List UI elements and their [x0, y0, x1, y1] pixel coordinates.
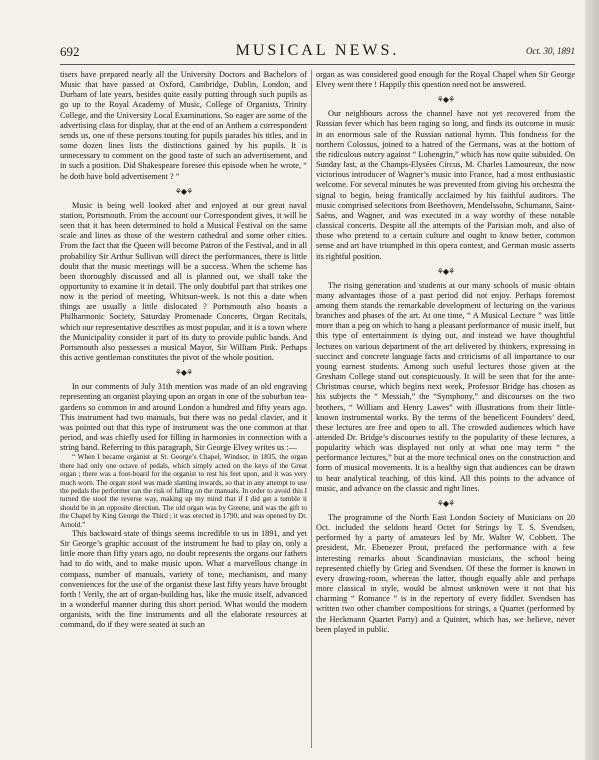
quoted-letter: “ When I became organist at St. George’s Chapel, Windsor, in 1835, the organ there had only one octave of pedals, which simply acted on the keys of the Great organ ; there was a foot-board for the organist to rest his feet upon, and it was very much worn. The organ stool was made slanting inwards, so that in any attempt to use the pedals the performer ran the risk of falling on the manuals. In order to avoid this I turned the stool the reverse way, making up my mind that if I did get a tumble it should be in an opposite direction. The old organ was by Greene, and was the gift to the Chapel by King George the Third ; it was erected in 1790, and was opened by Dr. Arnold.”: [60, 453, 307, 529]
page-binding-edge: [585, 0, 599, 760]
section-ornament: ⚘◆⚘: [436, 95, 455, 105]
header-rule: [60, 64, 575, 65]
article-paragraph: tisers have prepared nearly all the University Doctors and Bachelors of Music that have passed at Oxford, Cambridge, Dublin, London, and Durham of late years, besides quite easily putting through such pupils as go up to the Royal Academy of Music, College of Organists, Trinity College, and the University Local Examinations. So eager are some of the advertising class for display, that at the end of an Anthem a correspondent sends us, one of these persons touting for pupils parades his titles, and in some dozen lines lists the distinctions gained by his pupils. It is unnecessary to comment on the good taste of such an advertisement, and in such a position. Did Shakespeare foresee this episode when he wrote, “ he doth have bold advertisement ? ”: [60, 70, 307, 181]
article-paragraph: This backward state of things seems incredible to us in 1891, and yet Sir George’s graphic account of the instrument he had to play on, only a little more than fifty years ago, no doubt represents the organs our fathers had to do with, and to make music upon. What a marvellous change in compass, number of manuals, variety of tone, mechanism, and many conveniences for the use of the organist these last fifty years have brought forth ! Verily, the art of organ-building has, like the music itself, advanced in a wonderful manner during this short period. What would the modern organists, with the fine instruments and all the elaborate resources at command, do if they were seated at such an: [60, 528, 307, 630]
masthead-title: MUSICAL NEWS.: [235, 42, 400, 59]
issue-date: Oct. 30, 1891: [526, 46, 575, 56]
section-ornament: ⚘◆⚘: [174, 368, 193, 378]
article-paragraph: The programme of the North East London Society of Musicians on 20 Oct. included the seldom heard Octet for Strings by T. S. Svendsen, performed by a party of amateurs led by Mr. Walter W. Cobbett. The president, Mr. Ebenezer Prout, prefaced the performance with a few interesting remarks about Scandinavian musicians, the school being represented chiefly by Grieg and Svendsen. Of these the former is known in every drawing-room, whereas the latter, though equally able and perhaps more classical in style, would be almost unknown were it not that his charming “ Romance ” is in the repertory of every fiddler. Svendsen has written two other chamber compositions for strings, a Quartet (performed by the Heckmann Quartet Party) and a Quintet, which has, we believe, never been played in public.: [316, 512, 575, 634]
left-column: [60, 70, 307, 631]
page-header: [60, 40, 575, 62]
right-column: [316, 70, 575, 635]
column-divider: [311, 70, 312, 748]
section-ornament: ⚘◆⚘: [436, 498, 455, 508]
article-paragraph: Our neighbours across the channel have not yet recovered from the Russian fever which has been raging so long, and finds its outcome in music in an enormous sale of the Russian national hymn. This fondness for the northern Colossus, joined to a hatred of the Germans, was at the bottom of the ridiculous outcry against “ Lohengrin,” which has now quite subsided. On Sunday last, at the Champs-Elysées Circus, M. Charles Lamoureux, the now victorious introducer of Wagner’s music into France, had a most enthusiastic welcome. For several minutes he was prevented from giving his orchestra the signal to begin, being frantically acclaimed by his faithful auditors. The music comprised selections from Beethoven, Mendelssohn, Schumann, Saint-Saëns, and Wagner, and was executed in a way worthy of these notable classical concerts. Despite all the attempts of the Parisian mob, and also of those who pretend to a certain culture and ought to know better, common sense and art have triumphed in this opera contest, and German music asserts its rightful position.: [316, 109, 575, 261]
section-ornament: ⚘◆⚘: [436, 266, 455, 276]
page-number: 692: [60, 44, 80, 59]
article-paragraph: Music is being well looked after and enjoyed at our great naval station, Portsmouth. From the account our Correspondent gives, it will be seen that it has been determined to hold a Musical Festival on the same scale and lines as those of the western cathedral and some other cities. From the fact that the Queen will become Patron of the Festival, and in all probability Sir Arthur Sullivan will direct the performances, there is little doubt that the music meetings will be a success. When the scheme has been thoroughly discussed and all is planned out, we shall take the opportunity to examine it in detail. The only doubtful part that strikes one now is the period of meeting, Whitsun-week. Is not this a date when things are usually a little dislocated ? Portsmouth also boasts a Philharmonic Society, Saturday Promenade Concerts, Organ Recitals, which our representative describes as most popular, and it is a town where the Municipality consider it part of its duty to provide public bands. And Portsmouth also possesses a musical Mayor, Sir William Pink. Perhaps this active gentleman constitutes the pivot of the whole position.: [60, 200, 307, 363]
article-paragraph: In our comments of July 31th mention was made of an old engraving representing an organist playing upon an organ in one of the suburban tea-gardens so common in and around London a hundred and fifty years ago. This instrument had two manuals, but there was no pedal clavier, and it was pointed out that this type of instrument was the one common at that period, and was chiefly used for filling in harmonies in connection with a string band. Referring to this paragraph, Sir George Elvey writes us :—: [60, 382, 307, 453]
article-paragraph: organ as was considered good enough for the Royal Chapel when Sir George Elvey went there ! Happily this question need not be answered.: [316, 70, 575, 90]
section-ornament: ⚘◆⚘: [174, 186, 193, 196]
article-paragraph: The rising generation and students at our many schools of music obtain many advantages those of a past period did not enjoy. Perhaps foremost among them stands the remarkable development of lecturing on the various branches and phases of the art. At one time, “ A Musical Lecture ” was little more than a peg on which to hang a pleasant performance of music itself, but this type of entertainment is dying out, and instead we have thoughtful lectures on various department of the art delivered by thinkers, expressing in succinct and concrete language facts and criticisms of all importance to our young earnest students. Among such useful lectures those given at the Gresham College stand out conspicuously. It will be seen that for the ante-Christmas course, which begins next week, Professor Bridge has chosen as his subjects the “ Messiah,” the “Symphony,” and discourses on the two brothers, “ William and Henry Lawes” with illustrations from their little-known instrumental works. By the terms of the beneficent Founders’ deed, these lectures are free and open to all. The crowded audiences which have attended Dr. Bridge’s discourses testify to the popularity of these lectures, a popularity which was displayed not only at what one may term “ the performance lectures,” but at the more technical ones on the construction and form of musical movements. It is a healthy sign that audiences can be drawn to hear analytical teaching, of this kind. All this points to the advance of music, and advance on the classic and right lines.: [316, 280, 575, 493]
